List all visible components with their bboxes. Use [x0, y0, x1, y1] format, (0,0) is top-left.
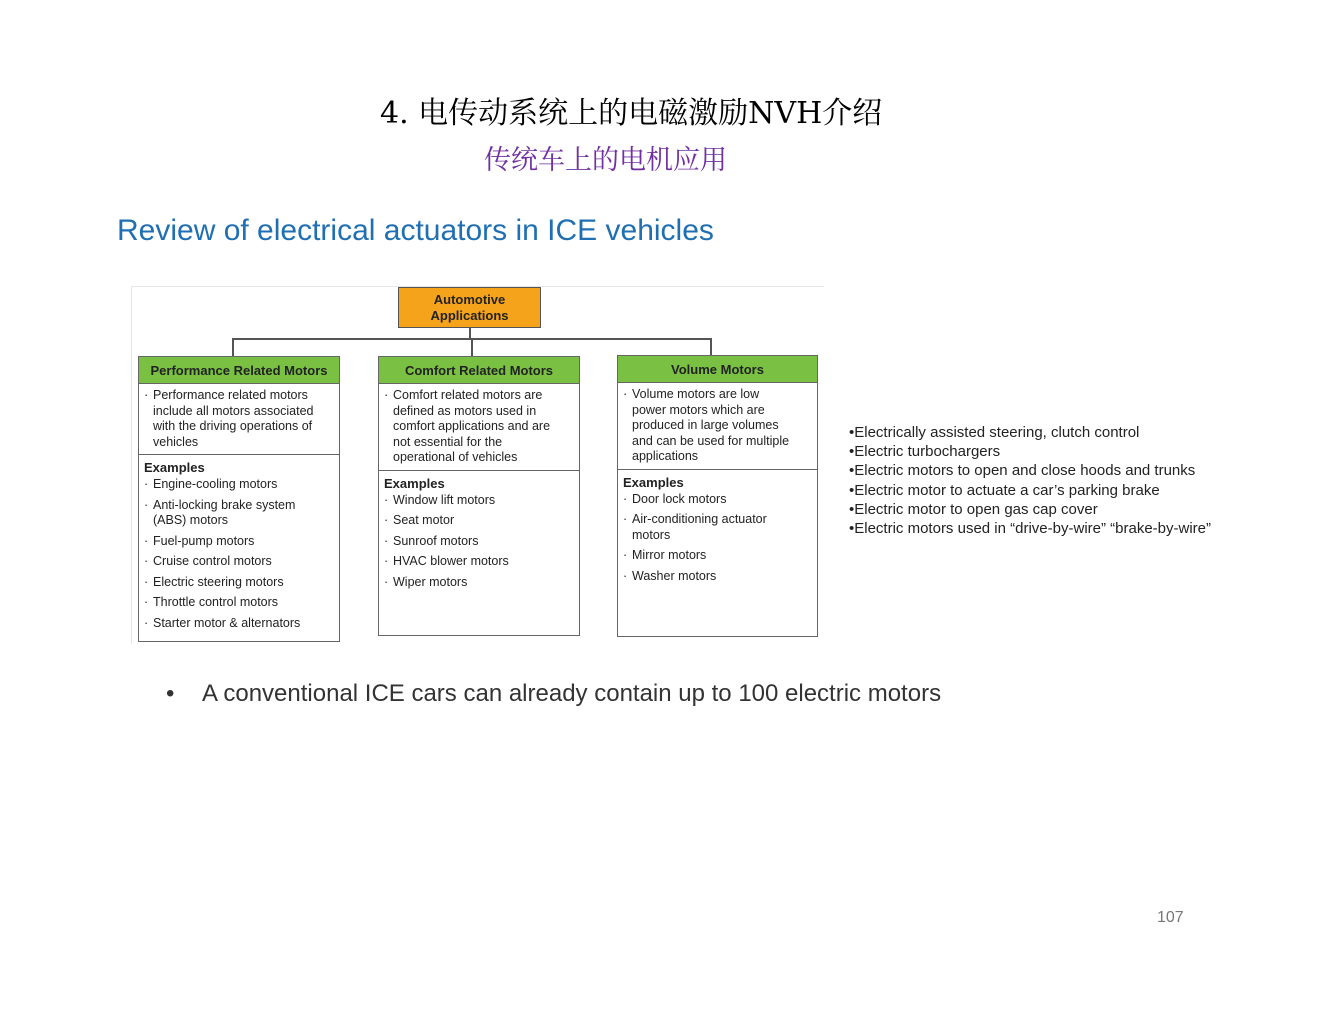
root-node-automotive-applications: Automotive Applications [398, 287, 541, 328]
bottom-bullet [166, 680, 941, 708]
column-description: · Performance related motors include all motors associated with the driving operations of vehicles [139, 384, 339, 455]
connector-middle-down [471, 338, 473, 356]
motor-classification-diagram [131, 286, 824, 646]
side-bullet: •Electrically assisted steering, clutch control [849, 424, 1140, 441]
page-number: 107 [1157, 909, 1184, 926]
example-item: · Window lift motors [384, 493, 573, 509]
column-performance-motors [138, 356, 340, 642]
connector-root-down [469, 328, 471, 338]
column-header: Performance Related Motors [139, 357, 339, 384]
example-item: · Air-conditioning actuator motors [623, 512, 811, 543]
example-item: · Wiper motors [384, 575, 573, 591]
slide-title: 4. 电传动系统上的电磁激励NVH介绍 [380, 96, 883, 131]
example-item: · Fuel-pump motors [144, 534, 333, 550]
example-item: · Anti-locking brake system (ABS) motors [144, 498, 333, 529]
review-title: Review of electrical actuators in ICE vehicles [117, 214, 714, 247]
column-header: Comfort Related Motors [379, 357, 579, 384]
side-bullet: •Electric motors to open and close hoods and trunks [849, 462, 1196, 480]
example-item: · Throttle control motors [144, 595, 333, 611]
example-item: · Engine-cooling motors [144, 477, 333, 493]
example-item: · HVAC blower motors [384, 554, 573, 570]
diagram-frame-left [131, 286, 132, 644]
examples-label: Examples [144, 460, 205, 475]
examples-list [379, 493, 579, 591]
example-item: · Door lock motors [623, 492, 811, 508]
example-item: · Seat motor [384, 513, 573, 529]
column-description: · Volume motors are low power motors which are produced in large volumes and can be used for multiple applications [618, 383, 817, 470]
connector-right-down [710, 338, 712, 356]
example-item: · Mirror motors [623, 548, 811, 564]
example-item: · Cruise control motors [144, 554, 333, 570]
example-item: · Sunroof motors [384, 534, 573, 550]
column-comfort-motors [378, 356, 580, 636]
side-bullet-list [849, 423, 1211, 538]
examples-label: Examples [623, 474, 684, 490]
column-description: · Comfort related motors are defined as motors used in comfort applications and are not essential for the operational of vehicles [379, 384, 579, 471]
side-bullet: •Electric turbochargers [849, 443, 1001, 461]
connector-left-down [232, 338, 234, 356]
bottom-bullet-text: A conventional ICE cars can already contain up to 100 electric motors [202, 680, 942, 707]
examples-label: Examples [384, 475, 445, 491]
examples-list [139, 477, 339, 631]
examples-list [618, 492, 817, 585]
column-volume-motors [617, 355, 818, 637]
side-bullet: •Electric motor to actuate a car’s parking brake [849, 481, 1160, 499]
bullet-marker: • [166, 680, 175, 707]
column-header: Volume Motors [618, 356, 817, 383]
side-bullet: •Electric motors used in “drive-by-wire” “brake-by-wire” [849, 520, 1211, 538]
side-bullet: •Electric motor to open gas cap cover [849, 500, 1098, 518]
example-item: · Washer motors [623, 569, 811, 585]
slide-subtitle: 传统车上的电机应用 [484, 145, 727, 176]
example-item: · Starter motor & alternators [144, 616, 333, 632]
example-item: · Electric steering motors [144, 575, 333, 591]
